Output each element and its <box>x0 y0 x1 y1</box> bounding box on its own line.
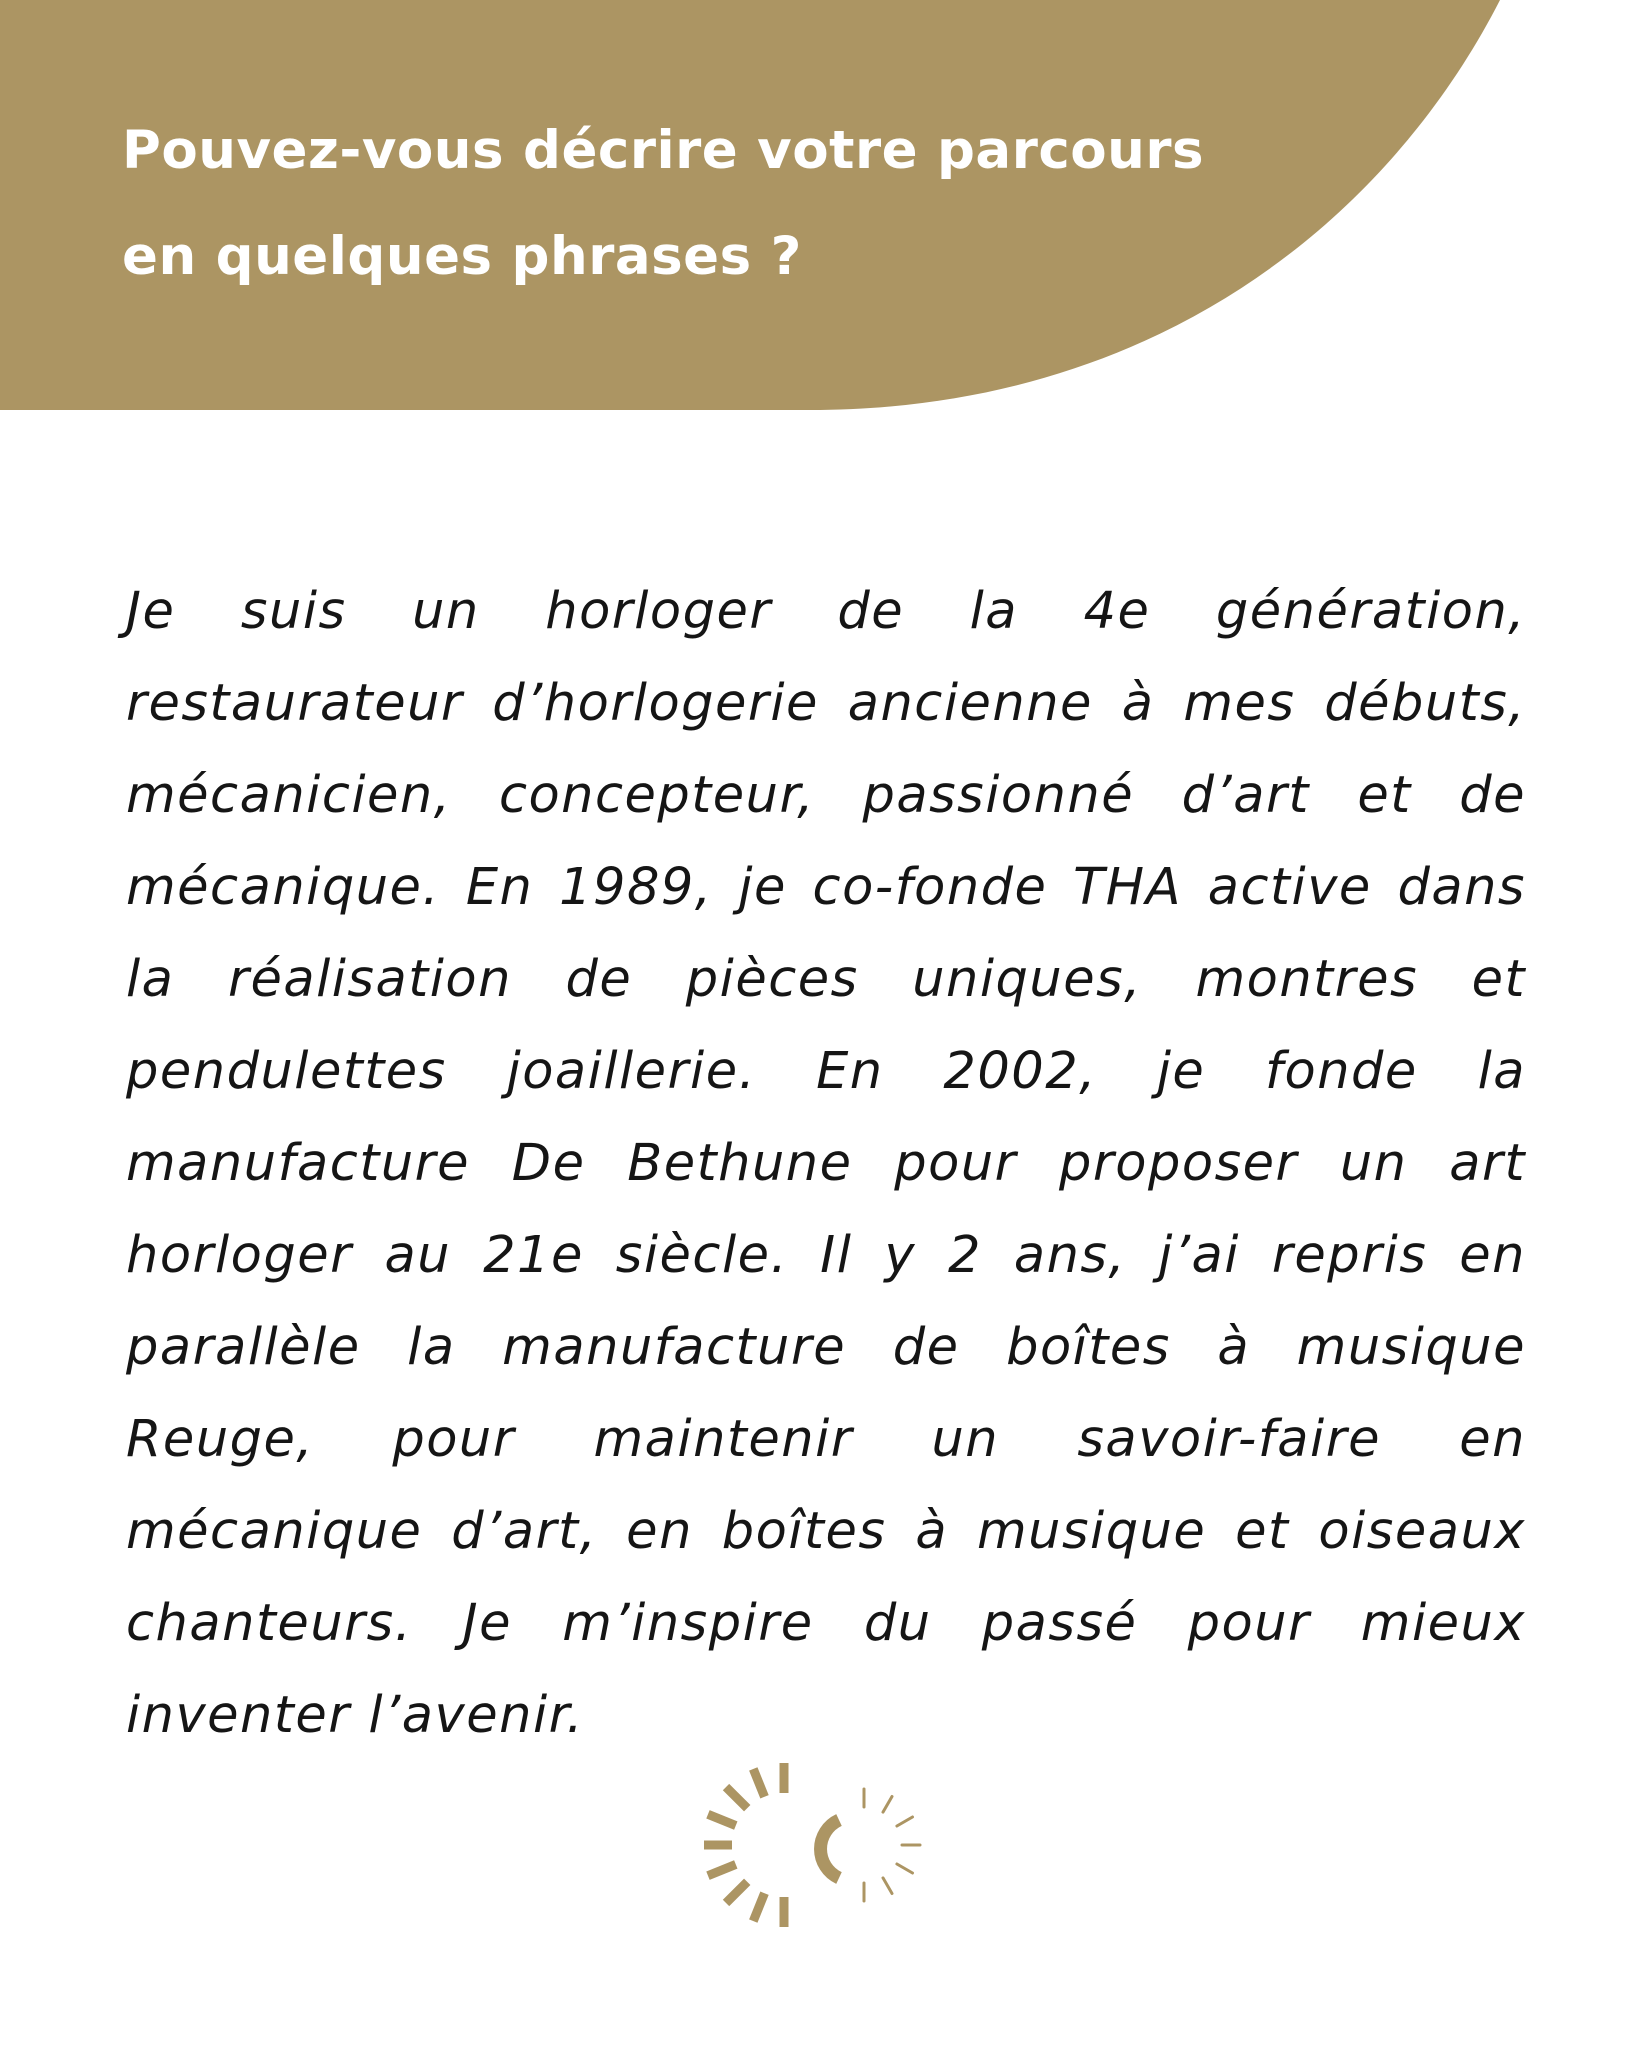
question-heading <box>122 98 1322 310</box>
logo-thick-ray <box>726 1882 747 1903</box>
logo-thick-ray <box>708 1864 736 1875</box>
logo-thin-ray <box>897 1864 913 1873</box>
logo-thick-ray <box>726 1787 747 1808</box>
logo-thin-ray <box>883 1878 892 1894</box>
question-line-2: en quelques phrases ? <box>122 226 802 287</box>
logo-thick-ray <box>708 1814 736 1825</box>
logo-thin-ray <box>883 1797 892 1813</box>
logo-thick-ray <box>753 1769 764 1797</box>
logo-thin-ray <box>897 1817 913 1826</box>
question-line-1: Pouvez-vous décrire votre parcours <box>122 120 1205 181</box>
sun-moon-rays-logo-icon <box>704 1760 944 1930</box>
logo-thick-ray <box>753 1893 764 1921</box>
answer-paragraph: Je suis un horloger de la 4e génération, restaurateur d’horlogerie ancienne à mes débuts, mécanicien, concepteur, passionné d’art et de mécanique. En 1989, je co-fonde THA active dans la réalisation de pièces uniques, montres et pendulettes joaillerie. En 2002, je fonde la manufacture De Bethune pour proposer un art horloger au 21e siècle. Il y 2 ans, j’ai repris en parallèle la manufacture de boîtes à musique Reuge, pour maintenir un savoir-faire en mécanique d’art, en boîtes à musique et oiseaux chanteurs. Je m’inspire du passé pour mieux inventer l’avenir. <box>126 582 1526 1745</box>
